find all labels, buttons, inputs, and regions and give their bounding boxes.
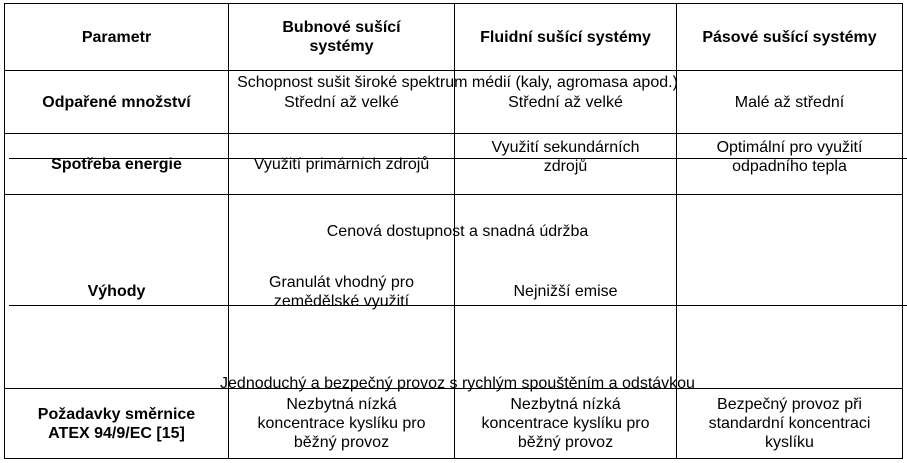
cell-advantages-fluid: Nejnižší emise [455,195,677,389]
advantage-belt-2: Cenová dostupnost a snadná údržba [9,158,907,305]
cell-atex-drum: Nezbytná nízká koncentrace kyslíku pro běžný provoz [229,389,455,459]
advantage-belt-1: Schopnost sušit široké spektrum médií (kaly, agromasa apod.) [9,7,907,159]
row-label-advantages: Výhody [5,195,229,389]
cell-atex-belt: Bezpečný provoz při standardní koncentraci kyslíku [677,389,903,459]
row-advantages [5,195,903,389]
cell-energy-fluid: Využití sekundárních zdrojů [455,134,677,195]
dryer-comparison-table [4,3,903,459]
cell-energy-belt: Optimální pro využití odpadního tepla [677,134,903,195]
row-label-energy: Spotřeba energie [5,134,229,195]
header-drum-dryers: Bubnové sušící systémy [229,4,455,71]
row-label-evaporated: Odpařené množství [5,71,229,134]
advantage-belt-3: Jednoduchý a bezpečný provoz s rychlým spouštěním a odstávkou [220,375,695,393]
cell-evaporated-belt: Malé až střední [677,71,903,134]
header-belt-dryers: Pásové sušící systémy [677,4,903,71]
cell-energy-drum: Využití primárních zdrojů [229,134,455,195]
cell-atex-fluid: Nezbytná nízká koncentrace kyslíku pro běžný provoz [455,389,677,459]
row-label-atex: Požadavky směrnice ATEX 94/9/EC [15] [5,389,229,459]
header-fluid-dryers: Fluidní sušící systémy [455,4,677,71]
cell-evaporated-drum: Střední až velké [229,71,455,134]
cell-evaporated-fluid: Střední až velké [455,71,677,134]
header-parameter: Parametr [5,4,229,71]
advantages-belt-subtable [9,7,907,462]
cell-advantages-drum: Granulát vhodný pro zemědělské využití [229,195,455,389]
